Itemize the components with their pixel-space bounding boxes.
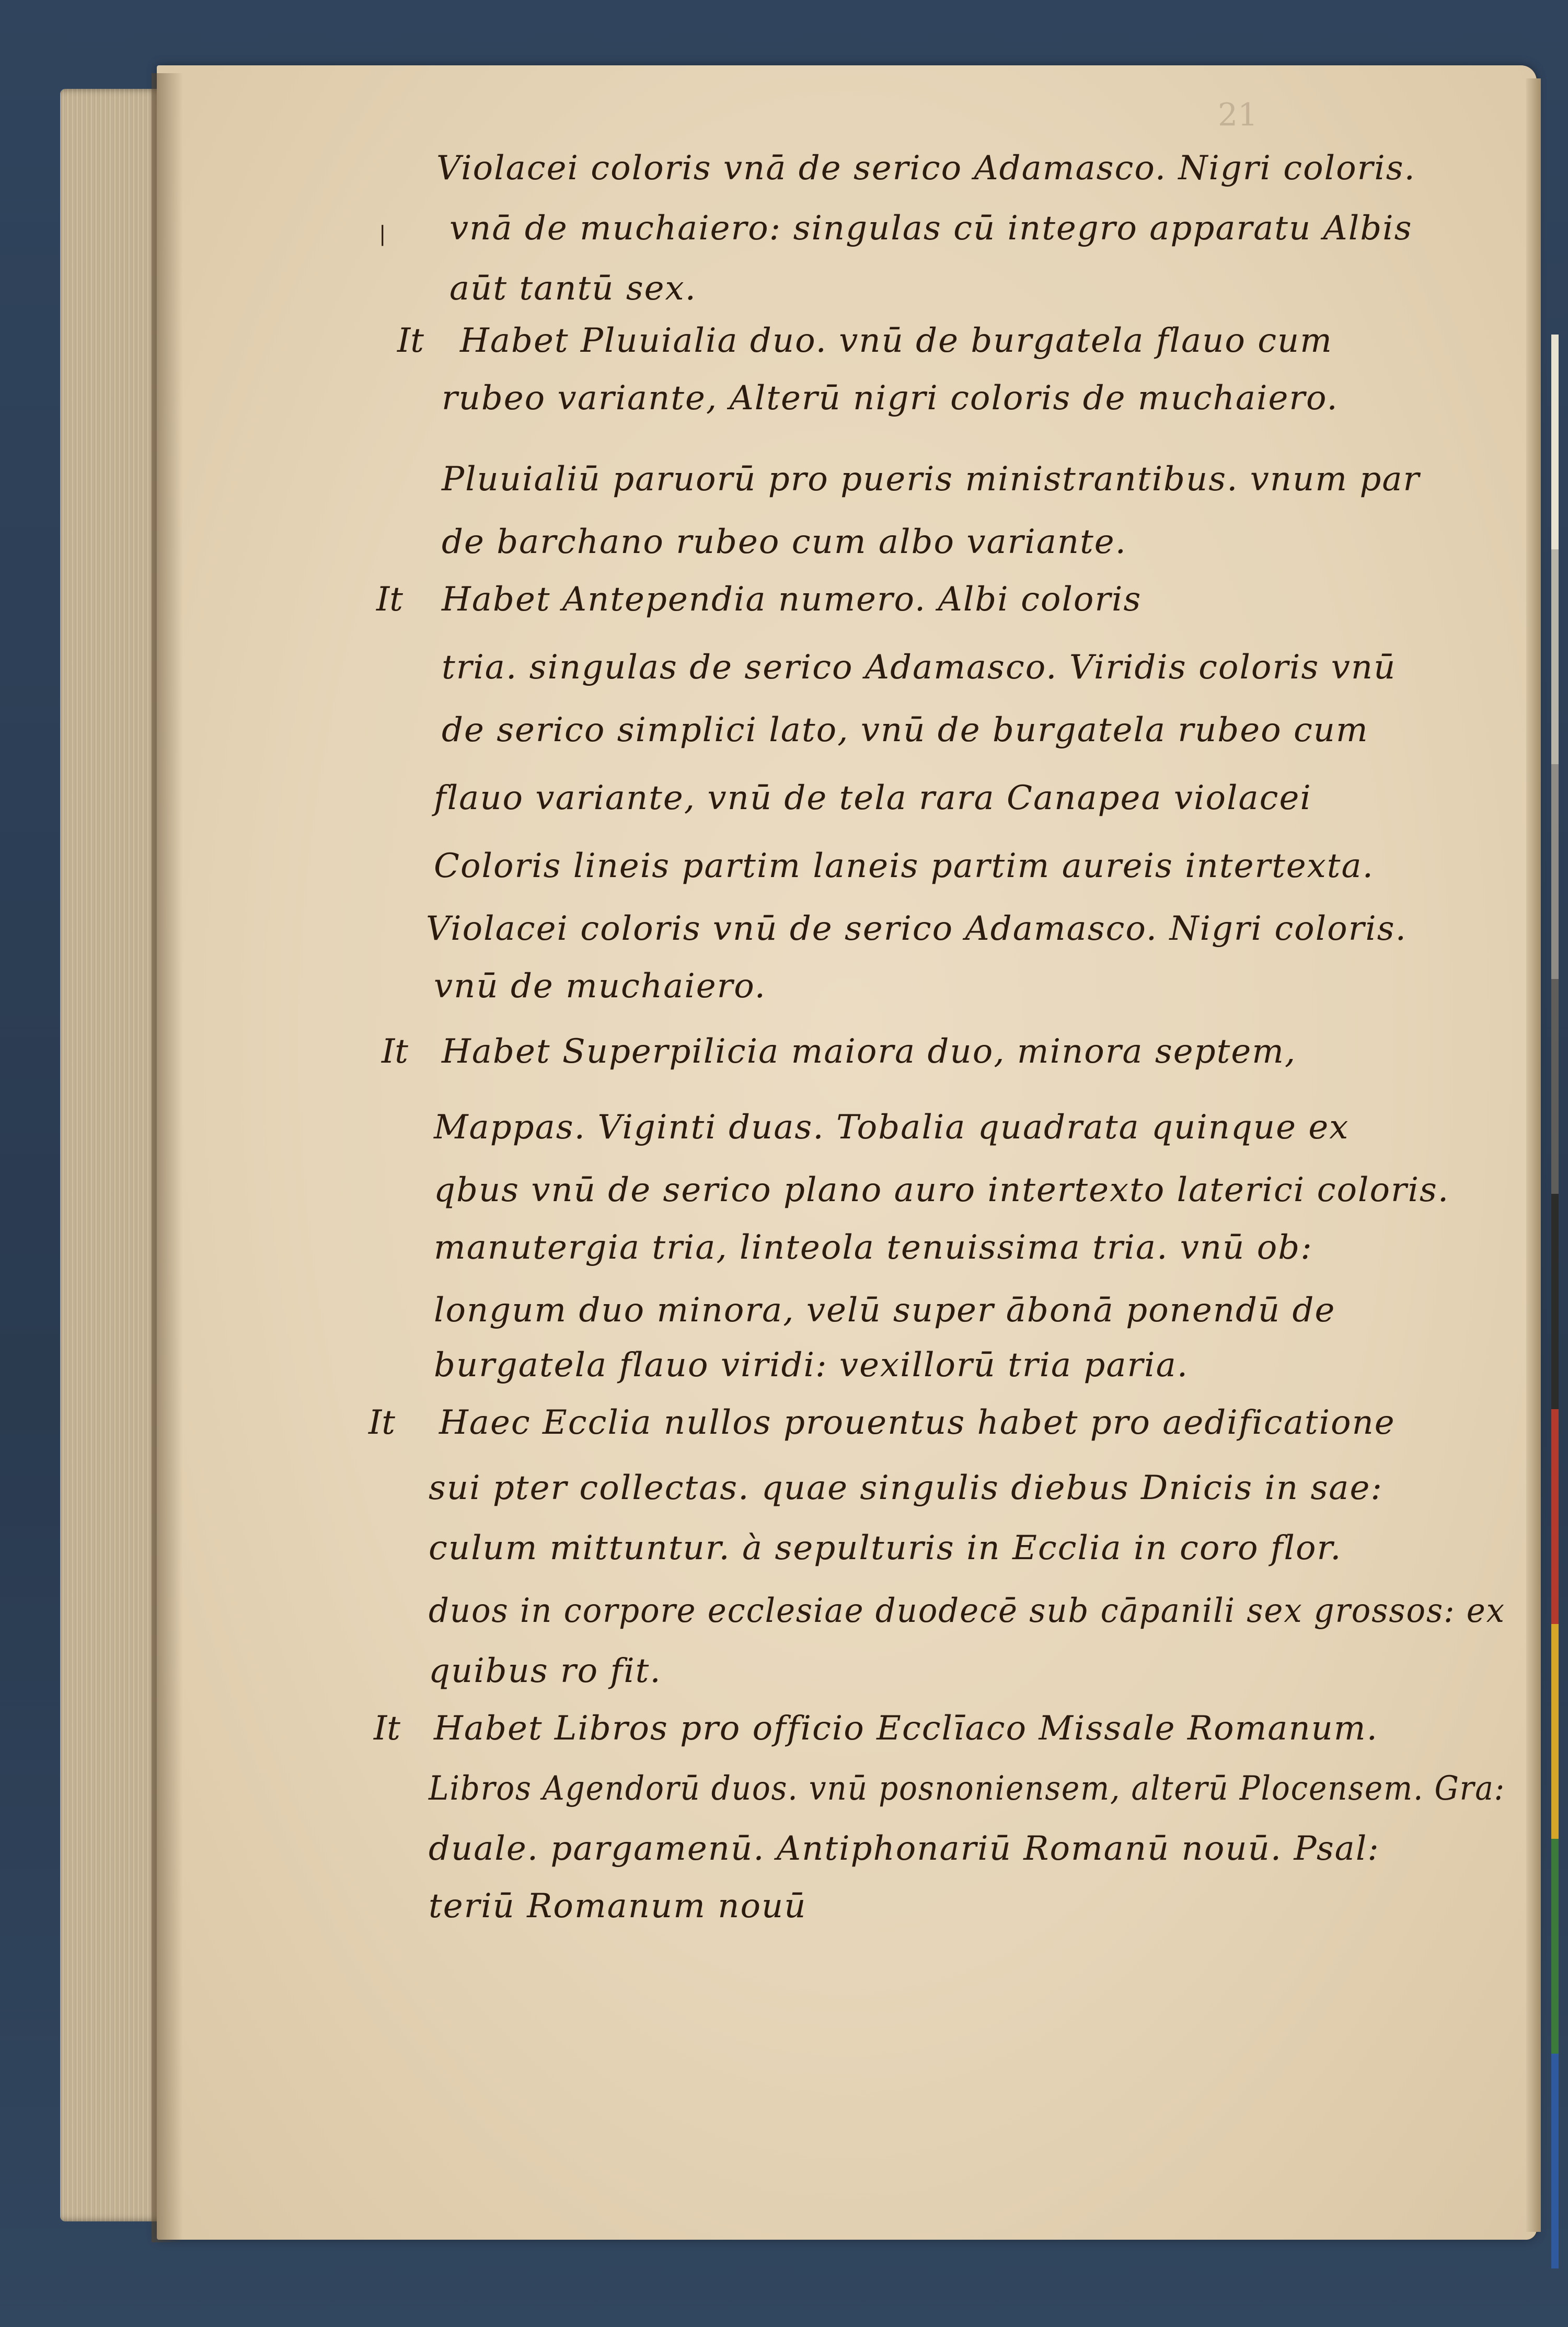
text-line: de barchano rubeo cum albo variante. [442, 523, 1127, 561]
text-line: culum mittuntur. à sepulturis in Ecclia in coro flor. [429, 1529, 1342, 1568]
text-line: Mappas. Viginti duas. Tobalia quadrata quinque ex [434, 1108, 1350, 1147]
item-marker: It [397, 321, 424, 360]
text-line: Coloris lineis partim laneis partim aureis intertexta. [434, 847, 1374, 885]
spine-shadow [152, 73, 183, 2242]
item-marker: It [374, 1709, 400, 1748]
text-line: de serico simplici lato, vnū de burgatela rubeo cum [442, 711, 1369, 750]
text-line: duale. pargamenū. Antiphonariū Romanū nouū. Psal: [429, 1829, 1380, 1868]
text-line: Libros Agendorū duos. vnū posnoniensem, alterū Plocensem. Gra: [429, 1769, 1506, 1808]
text-line: Pluuialiū paruorū pro pueris ministrantibus. vnum par [442, 460, 1421, 499]
item-marker: It [376, 580, 403, 619]
text-line: rubeo variante, Alterū nigri coloris de muchaiero. [442, 379, 1339, 418]
text-line: quibus ro fit. [429, 1652, 662, 1690]
facing-page-edge [1526, 78, 1541, 2232]
text-line: qbus vnū de serico plano auro intertexto laterici coloris. [434, 1171, 1450, 1209]
text-line: teriū Romanum nouū [429, 1887, 807, 1926]
text-line: Violacei coloris vnā de serico Adamasco. Nigri coloris. [436, 149, 1416, 188]
text-line: flauo variante, vnū de tela rara Canapea violacei [434, 779, 1312, 817]
text-line: Habet Pluuialia duo. vnū de burgatela flauo cum [460, 321, 1333, 360]
text-line: Habet Libros pro officio Ecclīaco Missale Romanum. [434, 1709, 1378, 1748]
text-line: Haec Ecclia nullos prouentus habet pro aedificatione [439, 1403, 1396, 1442]
item-marker: It [368, 1403, 395, 1442]
text-line: sui pter collectas. quae singulis diebus Dnicis in sae: [429, 1469, 1383, 1507]
folio-number: 21 [1218, 97, 1258, 133]
text-line: Violacei coloris vnū de serico Adamasco. Nigri coloris. [426, 909, 1407, 948]
text-line: vnū de muchaiero. [434, 967, 766, 1006]
text-line: manutergia tria, linteola tenuissima tria. vnū ob: [434, 1228, 1313, 1267]
text-line: vnā de muchaiero: singulas cū integro apparatu Albis [449, 209, 1413, 248]
text-line: Habet Superpilicia maiora duo, minora septem, [442, 1032, 1297, 1071]
text-line: burgatela flauo viridi: vexillorū tria paria. [434, 1346, 1189, 1385]
text-line: aūt tantū sex. [449, 269, 697, 308]
marginal-stroke: | [379, 222, 386, 246]
text-line: duos in corpore ecclesiae duodecē sub cāpanili sex grossos: ex [429, 1592, 1505, 1630]
color-calibration-bar [1551, 335, 1559, 2268]
text-line: longum duo minora, velū super ābonā ponendū de [434, 1291, 1336, 1330]
text-line: tria. singulas de serico Adamasco. Viridis coloris vnū [442, 648, 1397, 687]
item-marker: It [382, 1032, 408, 1071]
text-line: Habet Antependia numero. Albi coloris [442, 580, 1142, 619]
